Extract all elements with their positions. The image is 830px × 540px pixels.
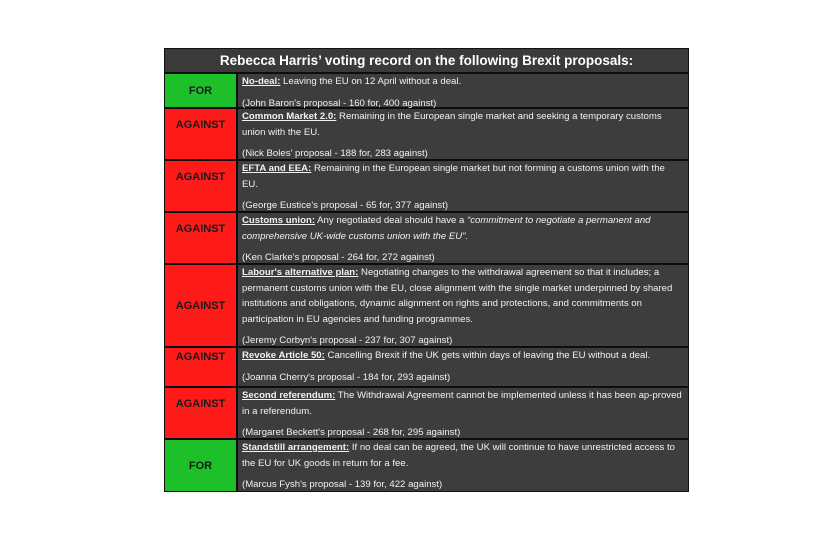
table-title: Rebecca Harris’ voting record on the following Brexit proposals:	[165, 49, 688, 74]
proposal-heading: Standstill arrangement:	[242, 442, 350, 453]
table-row	[165, 440, 688, 491]
proposal-result: (Nick Boles' proposal - 188 for, 283 against)	[242, 148, 428, 159]
proposal-result: (George Eustice's proposal - 65 for, 377 against)	[242, 200, 449, 211]
proposal-heading: Labour's alternative plan:	[242, 267, 359, 278]
proposal-heading: Revoke Article 50:	[242, 350, 325, 361]
proposal-result: (Ken Clarke's proposal - 264 for, 272 against)	[242, 252, 435, 263]
vote-cell-against: AGAINST	[165, 109, 238, 159]
vote-cell-against: AGAINST	[165, 388, 238, 438]
proposal-quote: “commitment to negotiate a permanent and comprehensive UK-wide customs union with the EU”.	[242, 215, 651, 242]
proposal-result: (Jeremy Corbyn's proposal - 237 for, 307 against)	[242, 335, 453, 346]
proposal-text: Negotiating changes to the withdrawal agreement so that it includes; a permanent customs union with the EU, close alignment with the single market underpinned by shared institutions and obligations, dynamic alignment on rights and protections, and commitments on participation in EU agencies and funding programmes.	[242, 267, 673, 325]
proposal-result: (Marcus Fysh's proposal - 139 for, 422 against)	[242, 479, 443, 490]
proposal-result: (Joanna Cherry's proposal - 184 for, 293 against)	[242, 371, 451, 383]
proposal-text: If no deal can be agreed, the UK will continue to have unrestricted access to the EU for UK goods in return for a fee.	[242, 442, 676, 469]
table-row	[165, 388, 688, 440]
table-row	[165, 265, 688, 348]
proposal-cell	[238, 74, 688, 107]
vote-cell-against: AGAINST	[165, 265, 238, 346]
proposal-heading: Second referendum:	[242, 390, 336, 401]
proposal-heading: Common Market 2.0:	[242, 111, 337, 122]
proposal-cell	[238, 161, 688, 211]
table-row	[165, 348, 688, 388]
proposal-text: Remaining in the European single market but not forming a customs union with the EU.	[242, 163, 665, 190]
proposal-cell	[238, 109, 688, 159]
proposal-text: Cancelling Brexit if the UK gets within days of leaving the EU without a deal.	[327, 350, 651, 361]
proposal-text: Any negotiated deal should have a	[317, 215, 465, 226]
table-row	[165, 74, 688, 109]
proposal-text: The Withdrawal Agreement cannot be implemented unless it has been ap-proved in a referendum.	[242, 390, 682, 417]
proposal-cell	[238, 213, 688, 263]
vote-cell-against: AGAINST	[165, 213, 238, 263]
table-row	[165, 161, 688, 213]
proposal-cell	[238, 440, 688, 491]
proposal-heading: Customs union:	[242, 215, 316, 226]
table-row	[165, 109, 688, 161]
proposal-result: (Margaret Beckett's proposal - 268 for, 295 against)	[242, 427, 461, 438]
vote-cell-for: FOR	[165, 74, 238, 107]
proposal-result: (John Baron's proposal - 160 for, 400 against)	[242, 97, 437, 109]
proposal-heading: EFTA and EEA:	[242, 163, 312, 174]
proposal-cell	[238, 265, 688, 346]
proposal-text: Leaving the EU on 12 April without a deal.	[283, 76, 462, 87]
voting-record-table	[164, 48, 689, 492]
table-row	[165, 213, 688, 265]
proposal-heading: No-deal:	[242, 76, 281, 87]
vote-cell-against: AGAINST	[165, 348, 238, 386]
proposal-text: Remaining in the European single market and seeking a temporary customs union with the EU.	[242, 111, 662, 138]
vote-cell-against: AGAINST	[165, 161, 238, 211]
proposal-cell	[238, 388, 688, 438]
proposal-cell	[238, 348, 688, 386]
vote-cell-for: FOR	[165, 440, 238, 491]
